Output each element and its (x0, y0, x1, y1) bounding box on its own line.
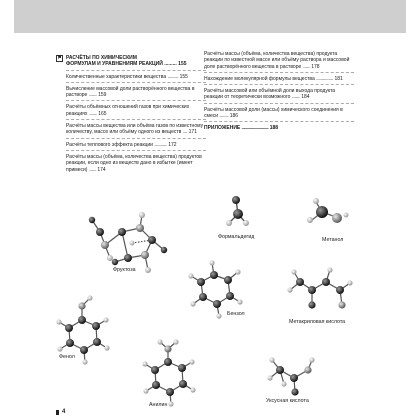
acetic-acid-label: Уксусная кислота (266, 398, 309, 404)
formaldehyde-molecule (226, 196, 249, 226)
toc-entry-page: 184 (301, 94, 310, 101)
phenol-label: Фенол (59, 354, 75, 360)
leader-dots: ......... (291, 94, 300, 101)
toc-entry-text: Расчёты теплового эффекта реакции (66, 141, 153, 148)
toc-entry-text: Вычисление массовой доли растворённого вещества в растворе (66, 85, 195, 99)
toc-entry-text: Расчёты массы (объёма, количества вещества) продукта реакции по известной массе или объёму раствора и массовой доле растворённого вещества в растворе (204, 51, 350, 70)
toc-entry-page: 174 (97, 166, 106, 173)
formaldehyde-label: Формальдегид (218, 234, 255, 240)
toc-entry-page: 181 (334, 75, 343, 82)
toc-entry-text: Расчёты массы вещества или объёма газов по известному количеству, массе или объёму одного из веществ (66, 123, 204, 136)
toc-entry-page: 165 (98, 110, 107, 117)
leader-dots: ......... (164, 61, 177, 68)
methanol-molecule (307, 198, 349, 223)
fructose-label: Фруктоза (113, 267, 136, 273)
toc-entry-page: 186 (229, 113, 239, 120)
leader-dots: ......... (88, 110, 97, 117)
acetic-acid-molecule (267, 357, 314, 395)
appendix-page: 188 (269, 125, 279, 132)
toc-entry-text: Расчёты массовой или объёмной доли выхода продукта реакции от теоретически возможного (204, 88, 336, 101)
toc-entry-page: 172 (168, 141, 177, 148)
toc-entry-text: Расчёты массовой доли (массы) химического соединения в смеси (204, 106, 343, 120)
leader-dots: ........ (88, 166, 96, 173)
leader-dots: ................... (316, 75, 334, 82)
toc-entry-page: 159 (98, 92, 107, 99)
aniline-molecule (142, 339, 195, 406)
leader-dots: .......... (219, 113, 229, 120)
appendix-label: ПРИЛОЖЕНИЕ (204, 125, 241, 132)
leader-dots: .............................. (241, 125, 269, 132)
methacrylic-acid-label: Метакриловая кислота (289, 319, 346, 325)
benzene-molecule (188, 260, 242, 318)
toc-entry-text: Количественные характеристики вещества (66, 73, 167, 80)
methanol-label: Метанол (322, 237, 344, 243)
toc-entry-page: 155 (179, 73, 188, 80)
section-flag-icon: ⚑ (57, 55, 62, 61)
leader-dots: ......... (88, 92, 97, 99)
toc-entry-page: 171 (188, 129, 197, 136)
toc-entry-page: 178 (311, 63, 320, 70)
section-page: 155 (178, 61, 187, 68)
methacrylic-acid-molecule (287, 267, 352, 308)
leader-dots: ............ (167, 73, 179, 80)
page-number: 4 (62, 409, 66, 415)
page-marker (56, 410, 59, 415)
toc-entry-text: Расчёты массы (объёма, количества вещества) продуктов реакции, если одно из веществ дано в избытке (имеет примеси) (66, 153, 202, 173)
section-title-line-2: ФОРМУЛАМ И УРАВНЕНИЯМ РЕАКЦИЙ (66, 61, 163, 68)
leader-dots: ........ (302, 63, 310, 70)
leader-dots: ..... (182, 129, 188, 136)
aniline-label: Анилин (149, 402, 168, 408)
benzene-label: Бензол (227, 311, 245, 317)
toc-entry-text: Нахождение молекулярной формулы вещества (204, 75, 315, 82)
toc-entry-text: Расчёты объёмных отношений газов при химических реакциях (66, 104, 190, 117)
leader-dots: .............. (154, 141, 167, 148)
fructose-molecule (89, 212, 167, 273)
section-title-line-1: РАСЧЁТЫ ПО ХИМИЧЕСКИМ (66, 55, 137, 61)
